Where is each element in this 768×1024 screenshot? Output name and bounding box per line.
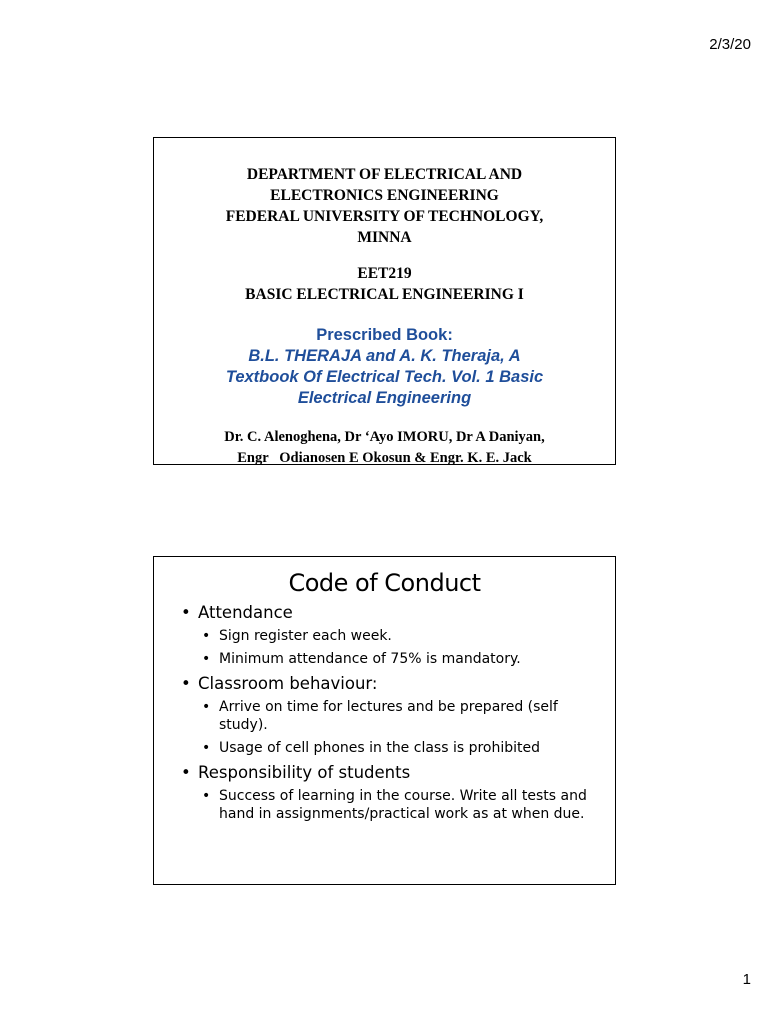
university-line: MINNA	[357, 229, 412, 246]
bullet-icon: •	[181, 763, 191, 782]
bullet-icon: •	[181, 603, 191, 622]
book-title-line: Electrical Engineering	[297, 389, 472, 407]
conduct-section-attendance	[181, 602, 601, 668]
author-list	[154, 427, 615, 465]
list-item	[198, 698, 601, 734]
book-title-line: Textbook Of Electrical Tech. Vol. 1 Basic	[225, 368, 544, 386]
list-item-text: Arrive on time for lectures and be prepared (self study).	[219, 699, 558, 733]
conduct-section-classroom	[181, 673, 601, 757]
course-title: BASIC ELECTRICAL ENGINEERING I	[245, 286, 524, 303]
section-heading: Responsibility of students	[198, 763, 411, 782]
university-line: FEDERAL UNIVERSITY OF TECHNOLOGY,	[225, 208, 544, 225]
list-item-text: Sign register each week.	[219, 628, 392, 644]
bullet-icon: •	[202, 699, 211, 715]
list-item	[198, 739, 601, 757]
list-item	[198, 627, 601, 645]
conduct-section-responsibility	[181, 762, 601, 823]
list-item	[198, 650, 601, 668]
course-info	[154, 263, 615, 305]
author-line: Dr. C. Alenoghena, Dr ‘Ayo IMORU, Dr A Daniyan,	[224, 429, 545, 445]
code-of-conduct-slide	[153, 556, 616, 885]
section-heading: Attendance	[198, 603, 293, 622]
book-title-line: B.L. THERAJA and A. K. Theraja, A	[248, 347, 521, 365]
list-item-text: Usage of cell phones in the class is prohibited	[219, 740, 541, 756]
bullet-icon: •	[202, 628, 211, 644]
list-item	[198, 787, 601, 823]
sub-list	[198, 698, 601, 757]
sub-list	[198, 627, 601, 668]
section-heading: Classroom behaviour:	[198, 674, 378, 693]
book-title	[154, 346, 615, 409]
author-line: Engr Odianosen E Okosun & Engr. K. E. Jack	[237, 450, 532, 465]
sub-list	[198, 787, 601, 823]
conduct-list	[181, 602, 601, 828]
bullet-icon: •	[202, 740, 211, 756]
bullet-icon: •	[202, 788, 211, 804]
bullet-icon: •	[181, 674, 191, 693]
department-heading	[154, 164, 615, 248]
department-line: ELECTRONICS ENGINEERING	[270, 187, 499, 204]
department-line: DEPARTMENT OF ELECTRICAL AND	[246, 166, 523, 183]
book-heading: Prescribed Book:	[316, 326, 453, 344]
slide-title: Code of Conduct	[288, 569, 481, 597]
bullet-icon: •	[202, 651, 211, 667]
title-slide	[153, 137, 616, 465]
list-item-text: Success of learning in the course. Write all tests and hand in assignments/practical work as at when due.	[219, 788, 587, 822]
course-code: EET219	[357, 265, 412, 282]
page-number: 1	[742, 971, 751, 988]
page-date: 2/3/20	[709, 36, 751, 53]
list-item-text: Minimum attendance of 75% is mandatory.	[219, 651, 521, 667]
